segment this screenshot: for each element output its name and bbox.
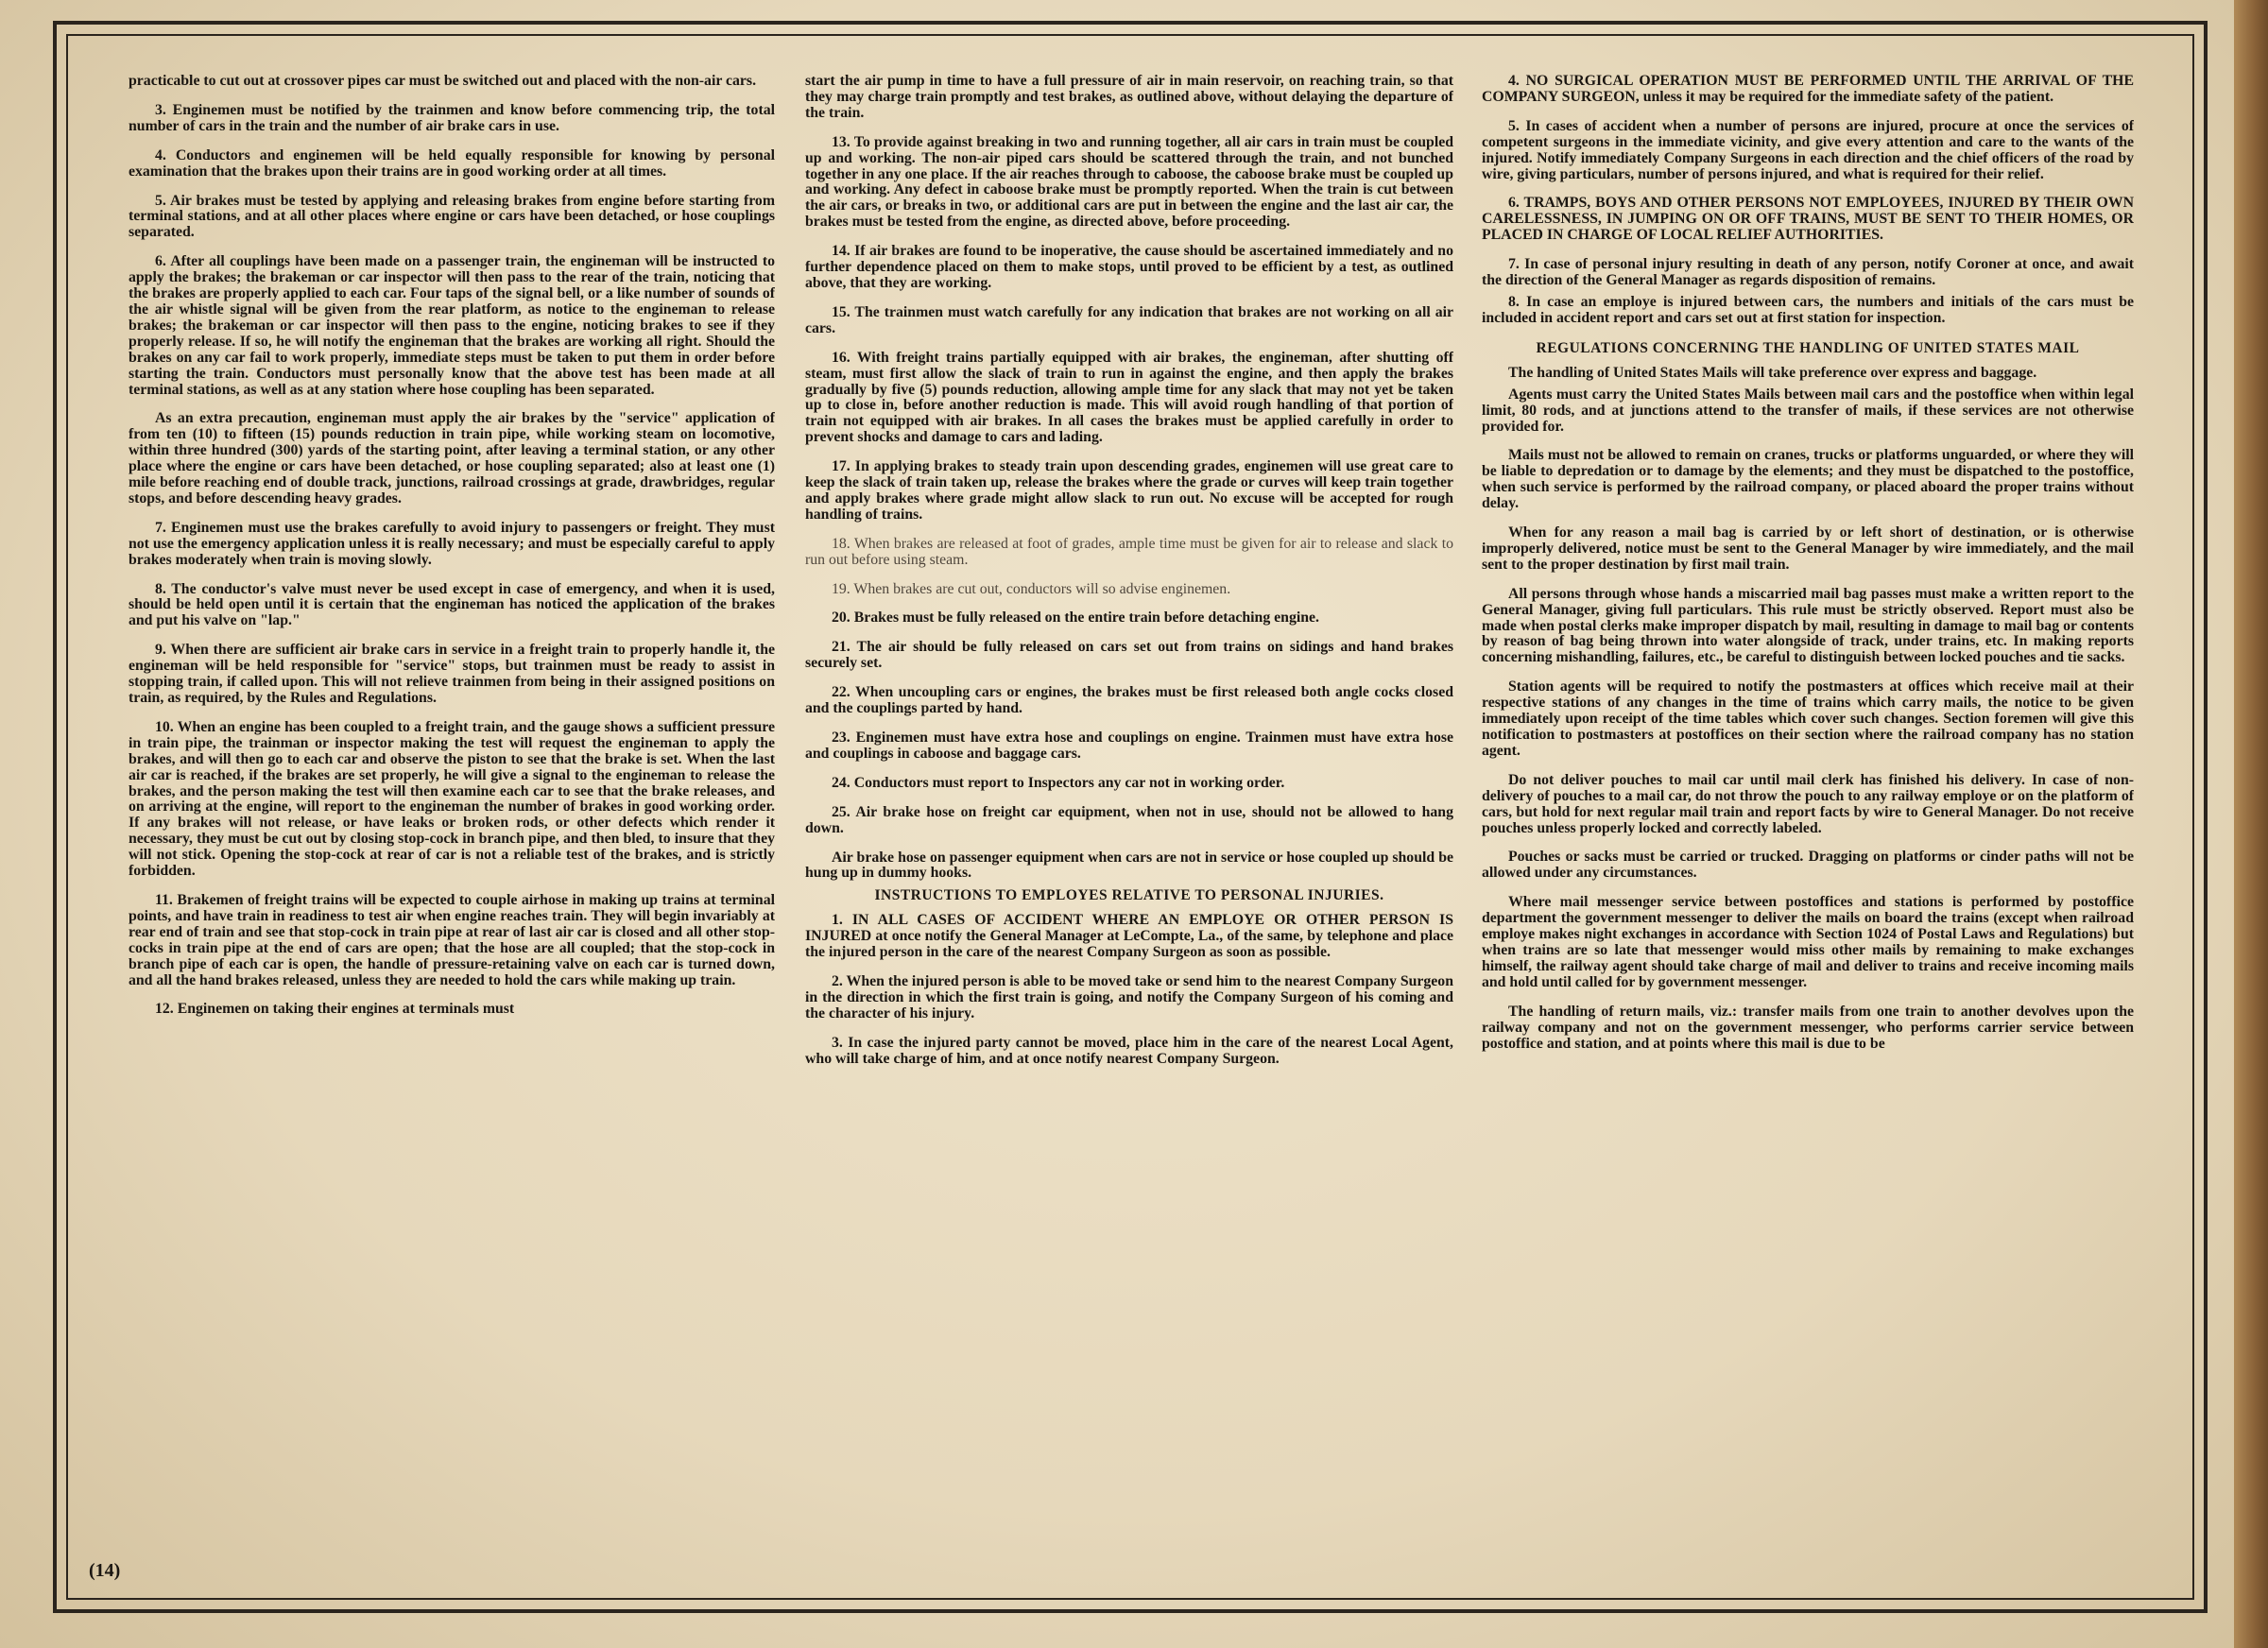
col3b-para: The handling of United States Mails will take preference over express and baggage. bbox=[1508, 364, 2037, 381]
personal-injuries-heading: INSTRUCTIONS TO EMPLOYES RELATIVE TO PERSONAL INJURIES. bbox=[874, 887, 1384, 904]
col3b-para: Pouches or sacks must be carried or trucked. Dragging on platforms or cinder paths will not be allowed under any circumstances. bbox=[1482, 849, 2134, 882]
col1-para: 6. After all couplings have been made on a passenger train, the engineman will be instructed to apply the brakes; the brakeman or car inspector will then pass to the rear of the train, noticing that the brakes are properly applied to each car. Four taps of the signal bell, or a like number of sounds of the air whistle signal will be given from the rear platform, as notice to the engineman to release brakes; the brakeman or car inspector will then pass to the engine, noticing brakes to see if they properly release. If so, he will notify the engineman that the brakes are working all right. Should the brakes on any car fail to work properly, immediate steps must be taken to put them in order before starting the train. Conductors must personally know that the above test has been made at all terminal stations, as well as at any station where hose coupling has been separated. bbox=[129, 253, 775, 398]
col3b-para: Where mail messenger service between postoffices and stations is performed by postoffice department the government messenger to deliver the mails on board the trains (except when railroad employe makes night exchanges in accordance with Section 1024 of Postal Laws and Regulations) but when trains are so late that messenger would miss other mails by remaining to make exchanges himself, the railway agent should take charge of mail and deliver to trains and receive incoming mails and hold until called for by government messenger. bbox=[1482, 894, 2134, 990]
col2-para: 20. Brakes must be fully released on the entire train before detaching engine. bbox=[832, 609, 1319, 627]
col2b-para: 3. In case the injured party cannot be moved, place him in the care of the nearest Local Agent, who will take charge of him, and at once notify nearest Company Surgeon. bbox=[805, 1034, 1453, 1067]
col1-para: 11. Brakemen of freight trains will be expected to couple airhose in making up trains at terminal points, and have train in readiness to test air when engine reaches train. They will begin invariably at rear end of train and see that stop-cock in train pipe at rear of last air car is closed and all other stop-cocks in train pipe at the end of cars are open; that the hose are all coupled; that the stop-cock in branch pipe of each car is open, the handle of pressure-retaining valve on each car is turned down, and all the hand brakes released, unless they are needed to hold the cars while making up train. bbox=[129, 891, 775, 988]
col2-para: 18. When brakes are released at foot of grades, ample time must be given for air to release and slack to run out before using steam. bbox=[805, 535, 1453, 568]
col1-para: 8. The conductor's valve must never be used except in case of emergency, and when it is used, should be held open until it is certain that the engineman has noticed the application of the brakes and put his valve on "lap." bbox=[129, 580, 775, 629]
col2-para: start the air pump in time to have a full pressure of air in main reservoir, on reaching train, so that they may charge train promptly and test brakes, as outlined above, without delaying the departure of the train. bbox=[805, 74, 1453, 121]
col2-para: 15. The trainmen must watch carefully for any indication that brakes are not working on all air cars. bbox=[805, 303, 1453, 336]
col2-para: 16. With freight trains partially equipped with air brakes, the engineman, after shutting off steam, must first allow the slack of train to run in against the engine, and then apply the brakes gradually by five (5) pounds reduction, allowing ample time for any slack that may not yet be taken up to close in, before another reduction is made. This will avoid rough handling of that portion of train not equipped with air brakes. In all cases the brakes must be applied carefully in order to prevent shocks and damage to cars and lading. bbox=[805, 349, 1453, 446]
col3-para: 5. In cases of accident when a number of persons are injured, procure at once the services of competent surgeons in the immediate vicinity, and give every attention and care to the wants of the injured. Notify immediately Company Surgeons in each direction and the chief officers of the road by wire, giving particulars, number of persons injured, and what is required for their relief. bbox=[1482, 117, 2134, 182]
col2-para: 17. In applying brakes to steady train upon descending grades, enginemen will use great care to keep the slack of train taken up, release the brakes where the grade or curves will keep train together and apply brakes where grade might allow slack to run out. No excuse will be accepted for rough handling of trains. bbox=[805, 458, 1453, 523]
col2-para: Air brake hose on passenger equipment when cars are not in service or hose coupled up should be hung up in dummy hooks. bbox=[805, 849, 1453, 882]
col3-para: 6. TRAMPS, BOYS AND OTHER PERSONS NOT EMPLOYEES, INJURED BY THEIR OWN CARELESSNESS, IN JUMPING ON OR OFF TRAINS, MUST BE SENT TO THEIR HOMES, OR PLACED IN CHARGE OF LOCAL RELIEF AUTHORITIES. bbox=[1482, 195, 2134, 244]
col1-para: 10. When an engine has been coupled to a freight train, and the gauge shows a sufficient pressure in train pipe, the trainman or inspector making the test will request the engineman to apply the brakes, and will then go to each car and observe the piston to see that the brake is set. When the last air car is reached, if the brakes are set properly, he will give a signal to the engineman to release the brakes, and the person making the test will then examine each car to see that the brake releases, and on arriving at the engine, will report to the engineman the number of brakes in good working order. If any brakes will not release, or have leaks or broken rods, or other defects which render it necessary, they must be cut out by closing stop-cock in branch pipe, and then bled, to insure that they will not stick. Opening the stop-cock at rear of car is not a reliable test of the brakes, and is strictly forbidden. bbox=[129, 718, 775, 880]
col2b-para: 2. When the injured person is able to be moved take or send him to the nearest Company Surgeon in the direction in which the first train is going, and notify the Company Surgeon of his coming and the character of his injury. bbox=[805, 973, 1453, 1021]
col3b-para: Mails must not be allowed to remain on cranes, trucks or platforms unguarded, or where they will be liable to depredation or to damage by the elements; and they must be dispatched to the postoffice, when such service is performed by the railroad company, or placed aboard the proper trains without delay. bbox=[1482, 447, 2134, 512]
col3-para: 8. In case an employe is injured between cars, the numbers and initials of the cars must be included in accident report and cars set out at first station for inspection. bbox=[1482, 293, 2134, 326]
col3b-para: Agents must carry the United States Mails between mail cars and the postoffice when within legal limit, 80 rods, and at junctions attend to the transfer of mails, if these services are not otherwise provided for. bbox=[1482, 386, 2134, 435]
col3b-para: All persons through whose hands a miscarried mail bag passes must make a written report to the General Manager, giving full particulars. This rule must be strictly observed. Report must also be made when postal clerks make improper dispatch by mail, resulting in damage to mail bag or contents by reason of bag being thrown into water alongside of track, under trains, etc. In making reports concerning mishandling, failures, etc., be careful to distinguish between locked pouches and tie sacks. bbox=[1482, 585, 2134, 666]
page-number: (14) bbox=[89, 1560, 121, 1581]
col1-para: 12. Enginemen on taking their engines at terminals must bbox=[155, 1001, 515, 1018]
col2-para: 21. The air should be fully released on cars set out from trains on sidings and hand brakes securely set. bbox=[805, 639, 1453, 672]
column-2 bbox=[805, 74, 1453, 1557]
column-1 bbox=[129, 74, 775, 1557]
col2-para: 14. If air brakes are found to be inoperative, the cause should be ascertained immediately and no further dependence placed on them to make stops, until proved to be efficient by a test, as outlined above, that they are working. bbox=[805, 243, 1453, 291]
col3b-para: Do not deliver pouches to mail car until mail clerk has finished his delivery. In case of non-delivery of pouches to a mail car, do not throw the pouch to any railway employe or on the platform of cars, but hold for next regular mail train and report facts by wire to General Manager. Do not receive pouches unless properly locked and correctly labeled. bbox=[1482, 771, 2134, 836]
col2-para: 13. To provide against breaking in two and running together, all air cars in train must be coupled up and working. The non-air piped cars should be scattered through the train, and not bunched together in any one place. If the air reaches through to caboose, the caboose brake must be coupled up and working. Any defect in caboose brake must be promptly reported. When the train is cut between the air cars, or breaks in two, or additional cars are put in between the engine and the last air car, the brakes must be tested from the engine, as directed above, before proceeding. bbox=[805, 133, 1453, 231]
col2-para: 25. Air brake hose on freight car equipment, when not in use, should not be allowed to hang down. bbox=[805, 803, 1453, 836]
col1-para: As an extra precaution, engineman must apply the air brakes by the "service" application of from ten (10) to fifteen (15) pounds reduction in train pipe, while working steam on locomotive, within three hundred (300) yards of the starting point, after leaving a terminal station, or any other place where the engine or cars have been detached, or hose coupling separated; also at least one (1) mile before reaching end of double track, junctions, railroad crossings at grade, drawbridges, regular stops, and before descending heavy grades. bbox=[129, 410, 775, 506]
col1-para: 7. Enginemen must use the brakes carefully to avoid injury to passengers or freight. They must not use the emergency application unless it is really necessary; and must be especially careful to apply brakes moderately when train is moving slowly. bbox=[129, 519, 775, 568]
col1-para: 3. Enginemen must be notified by the trainmen and know before commencing trip, the total number of cars in the train and the number of air brake cars in use. bbox=[129, 101, 775, 134]
col2-para: 23. Enginemen must have extra hose and couplings on engine. Trainmen must have extra hose and couplings in caboose and baggage cars. bbox=[805, 730, 1453, 762]
col3b-para: Station agents will be required to notify the postmasters at offices which receive mail at their respective stations of any changes in the time of trains which carry mails, the notice to be given immediately upon receipt of the time tables which cover such changes. Section foremen will give this notification to postmasters at postoffices on their section where the railroad company has no station agent. bbox=[1482, 678, 2134, 759]
col2b-para: 1. IN ALL CASES OF ACCIDENT WHERE AN EMPLOYE OR OTHER PERSON IS INJURED at once notify the General Manager at LeCompte, La., of the same, by telephone and place the injured person in the care of the nearest Company Surgeon as soon as possible. bbox=[805, 912, 1453, 961]
col3-para: 4. NO SURGICAL OPERATION MUST BE PERFORMED UNTIL THE ARRIVAL OF THE COMPANY SURGEON, unless it may be required for the immediate safety of the patient. bbox=[1482, 74, 2134, 105]
col3b-para: The handling of return mails, viz.: transfer mails from one train to another devolves upon the railway company and not on the government messenger, who performs carrier service between postoffice and station, and at points where this mail is due to be bbox=[1482, 1003, 2134, 1052]
binding-edge bbox=[2234, 0, 2268, 1648]
col1-para: 4. Conductors and enginemen will be held equally responsible for knowing by personal examination that the brakes upon their trains are in good working order at all times. bbox=[129, 146, 775, 180]
col1-para: 9. When there are sufficient air brake cars in service in a freight train to properly handle it, the engineman will be held responsible for "service" stops, but trainmen must be ready to assist in stopping train, if called upon. This will not relieve trainmen from being in their assigned positions on train, as required, by the Rules and Regulations. bbox=[129, 642, 775, 706]
col1-para: practicable to cut out at crossover pipes car must be switched out and placed with the non-air cars. bbox=[129, 74, 757, 89]
col2-para: 24. Conductors must report to Inspectors any car not in working order. bbox=[832, 774, 1285, 791]
col1-para: 5. Air brakes must be tested by applying and releasing brakes from engine before starting from terminal stations, and at all other places where engine or cars have been detached, or hose couplings separated. bbox=[129, 192, 775, 241]
col3-para: 7. In case of personal injury resulting in death of any person, notify Coroner at once, and await the direction of the General Manager as regards disposition of remains. bbox=[1482, 256, 2134, 289]
col2-para: 22. When uncoupling cars or engines, the brakes must be first released both angle cocks closed and the couplings parted by hand. bbox=[805, 684, 1453, 717]
column-3 bbox=[1482, 74, 2134, 1557]
col3b-para: When for any reason a mail bag is carried by or left short of destination, or is otherwise improperly delivered, notice must be sent to the General Manager by wire immediately, and the mail sent to the proper destination by first mail train. bbox=[1482, 524, 2134, 573]
us-mail-heading: REGULATIONS CONCERNING THE HANDLING OF UNITED STATES MAIL bbox=[1536, 339, 2080, 356]
col2-para: 19. When brakes are cut out, conductors will so advise enginemen. bbox=[832, 580, 1231, 597]
